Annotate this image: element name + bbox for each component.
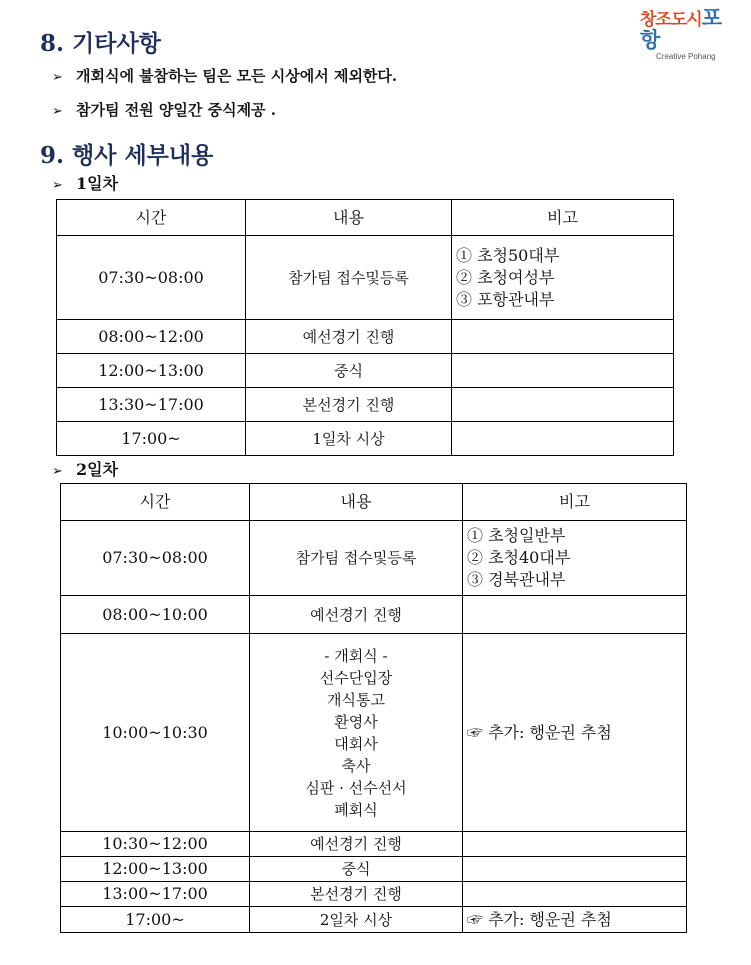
day1-label-text: 1일차 [76,174,119,193]
note-cell [463,832,687,857]
note-cell [463,882,687,907]
note-cell [452,422,674,456]
content-line: 선수단입장 [319,668,393,687]
table-row [61,882,687,907]
content-line: 심판 · 선수선서 [305,778,407,797]
note-cell [463,907,687,933]
logo-tagline: Creative Pohang [656,52,716,61]
section-8-bullet-2 [52,100,276,122]
content-line: 축사 [341,756,371,775]
note-line: ③ 포항관내부 [456,289,555,309]
content-line: 중식 [341,860,371,878]
content-cell [250,521,463,596]
time-cell: 13:00~17:00 [61,882,250,907]
note-cell [452,354,674,388]
arrow-bullet-icon: ➢ [52,464,63,479]
section-8-bullet-1 [52,66,397,88]
time-cell: 17:00~ [61,907,250,933]
note-line: ① 초청일반부 [467,526,566,545]
content-cell [250,907,463,933]
content-cell [250,634,463,832]
day1-schedule-table [56,199,674,456]
note-line: ☞ 추가: 행운권 추첨 [467,722,612,742]
day2-label-text: 2일차 [76,460,119,479]
time-cell: 12:00~13:00 [57,354,246,388]
content-line: - 개회식 - [324,646,388,665]
column-header: 비고 [452,200,674,236]
table-row [57,354,674,388]
content-line: 폐회식 [334,800,378,819]
column-header: 비고 [463,484,687,521]
time-cell: 07:30~08:00 [57,236,246,320]
section-8-title: 8. 기타사항 [40,30,161,57]
note-cell [463,521,687,596]
logo-brand-b: 포항 [640,6,721,52]
time-cell: 10:00~10:30 [61,634,250,832]
arrow-bullet-icon: ➢ [52,104,63,119]
content-line: 예선경기 진행 [302,327,395,346]
content-line: 참가팀 접수및등록 [288,268,409,287]
content-cell [250,596,463,634]
logo-brand-a: 창조도시 [640,10,702,30]
time-cell: 07:30~08:00 [61,521,250,596]
note-cell [463,596,687,634]
content-cell [250,857,463,882]
bullet-text: 참가팀 전원 양일간 중식제공 . [76,101,276,119]
content-line: 개식통고 [327,690,385,709]
table-row [57,422,674,456]
note-line: ☞ 추가: 행운권 추첨 [467,909,612,929]
column-header: 시간 [61,484,250,521]
bullet-text: 개회식에 불참하는 팀은 모든 시상에서 제외한다. [76,67,398,85]
table-header-row [61,484,687,521]
table-row [61,596,687,634]
note-line: ③ 경북관내부 [467,570,566,589]
logo-brand [640,8,730,52]
content-cell [250,882,463,907]
column-header: 내용 [250,484,463,521]
time-cell: 08:00~12:00 [57,320,246,354]
content-cell [246,422,452,456]
content-line: 참가팀 접수및등록 [295,549,417,567]
column-header: 내용 [246,200,452,236]
content-line: 예선경기 진행 [310,605,402,624]
content-line: 예선경기 진행 [310,835,402,853]
day2-schedule-table [60,483,687,933]
content-line: 본선경기 진행 [310,885,402,903]
note-line: ② 초청여성부 [456,267,555,287]
table-row [57,388,674,422]
table-row [61,832,687,857]
content-line: 대회사 [334,734,378,753]
content-line: 2일차 시상 [319,910,393,929]
note-line: ② 초청40대부 [467,548,571,567]
content-cell [250,832,463,857]
note-cell [463,857,687,882]
day2-label [52,460,118,482]
content-cell [246,236,452,320]
content-cell [246,320,452,354]
note-cell [452,388,674,422]
arrow-bullet-icon: ➢ [52,70,63,85]
table-header-row [57,200,674,236]
section-9-title: 9. 행사 세부내용 [40,142,214,169]
time-cell: 08:00~10:00 [61,596,250,634]
time-cell: 10:30~12:00 [61,832,250,857]
arrow-bullet-icon: ➢ [52,178,63,193]
time-cell: 13:30~17:00 [57,388,246,422]
time-cell: 12:00~13:00 [61,857,250,882]
time-cell: 17:00~ [57,422,246,456]
content-line: 중식 [334,361,363,380]
content-line: 본선경기 진행 [302,395,395,414]
note-cell [463,634,687,832]
content-cell [246,354,452,388]
content-line: 1일차 시상 [312,429,385,448]
table-row [61,634,687,832]
note-cell [452,320,674,354]
content-cell [246,388,452,422]
city-logo [640,6,730,61]
note-line: ① 초청50대부 [456,245,560,265]
table-row [61,907,687,933]
table-row [57,320,674,354]
table-row [61,857,687,882]
table-row [61,521,687,596]
note-cell [452,236,674,320]
day1-label [52,174,118,196]
column-header: 시간 [57,200,246,236]
content-line: 환영사 [334,712,378,731]
table-row [57,236,674,320]
